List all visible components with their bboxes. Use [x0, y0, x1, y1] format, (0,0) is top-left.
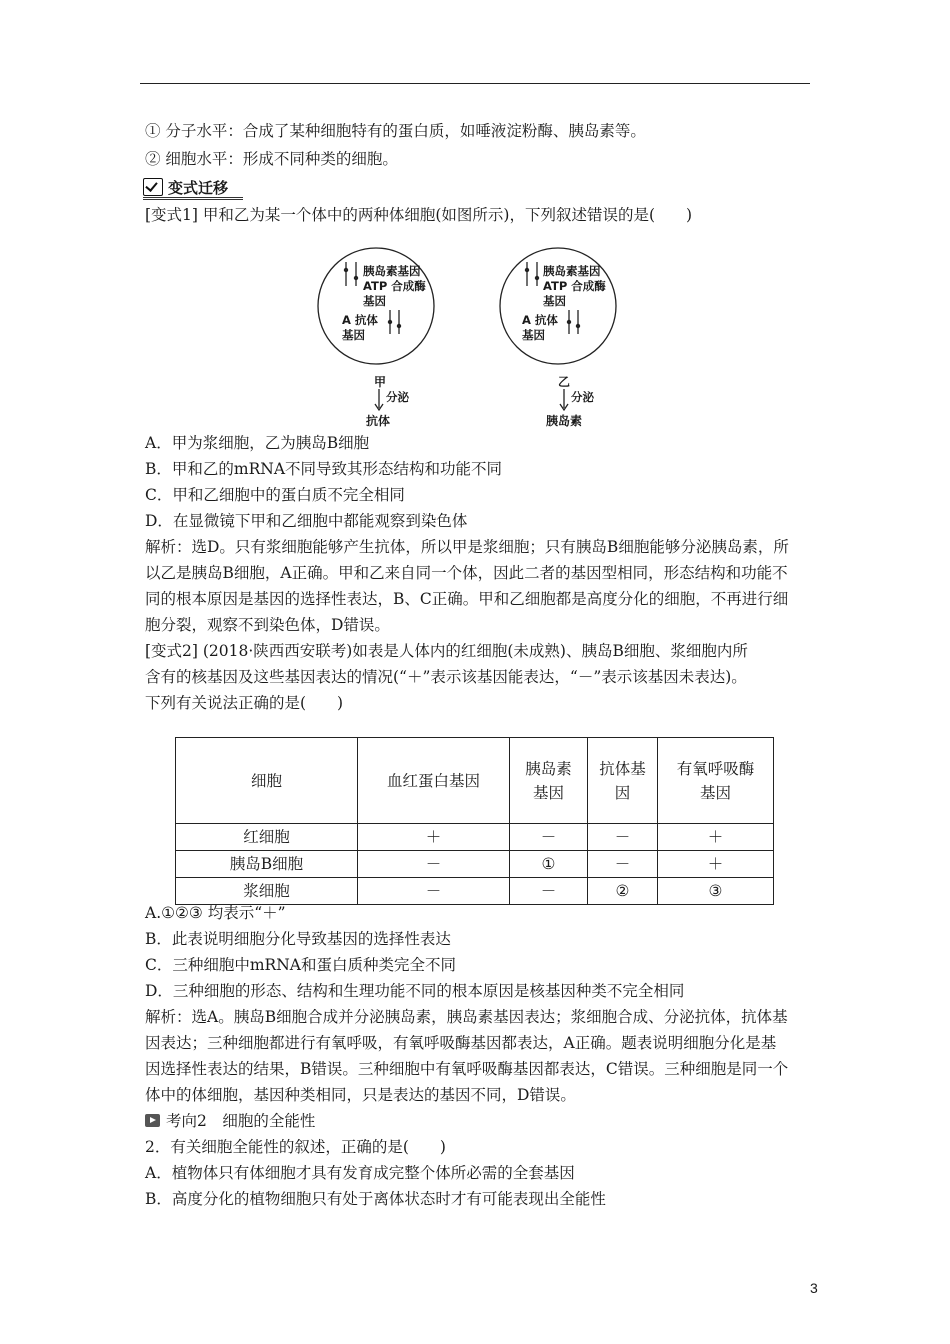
checkmark-icon	[143, 178, 163, 196]
header-rule	[140, 83, 810, 84]
jia-gene-insulin: 胰岛素基因	[363, 264, 421, 278]
table-cell: －	[510, 824, 588, 851]
header-cell: 细胞	[176, 738, 358, 824]
section-heading	[143, 176, 228, 198]
q3-option-a: A．植物体只有体细胞才具有发育成完整个体所必需的全套基因	[145, 1164, 575, 1182]
header-cell	[658, 738, 774, 824]
jia-secrete-label: 分泌	[386, 390, 409, 404]
table-cell: ③	[658, 878, 774, 905]
question-3-stem: 2．有关细胞全能性的叙述，正确的是( )	[145, 1138, 446, 1156]
section-heading-label: 变式迁移	[168, 178, 229, 197]
q3-option-b: B．高度分化的植物细胞只有处于离体状态时才有可能表现出全能性	[145, 1190, 606, 1208]
heading-underline	[143, 197, 243, 200]
point-molecular: ① 分子水平：合成了某种细胞特有的蛋白质，如唾液淀粉酶、胰岛素等。	[145, 122, 646, 140]
yi-product: 胰岛素	[546, 414, 583, 428]
q1-option-a: A．甲为浆细胞，乙为胰岛B细胞	[145, 434, 370, 452]
q2-option-b: B．此表说明细胞分化导致基因的选择性表达	[145, 930, 451, 948]
page-number: 3	[810, 1280, 818, 1296]
table-cell: 浆细胞	[176, 878, 358, 905]
q1-explanation-line: 以乙是胰岛B细胞，A正确。甲和乙来自同一个体，因此二者的基因型相同，形态结构和功能不	[145, 564, 788, 582]
q2-option-c: C．三种细胞中mRNA和蛋白质种类完全不同	[145, 956, 456, 974]
question-2-stem-cont: 含有的核基因及这些基因表达的情况(“＋”表示该基因能表达，“－”表示该基因未表达)。	[145, 668, 747, 686]
q1-explanation-line: 胞分裂，观察不到染色体，D错误。	[145, 616, 390, 634]
gene-expression-table	[175, 737, 774, 905]
table-cell: －	[510, 878, 588, 905]
q1-option-d: D．在显微镜下甲和乙细胞中都能观察到染色体	[145, 512, 468, 530]
cell-jia-label: 甲	[374, 375, 387, 389]
q1-explanation-line: 同的根本原因是基因的选择性表达，B、C正确。甲和乙细胞都是高度分化的细胞，不再进行细	[145, 590, 789, 608]
header-cell-line: 胰岛素	[525, 759, 572, 778]
cell-yi-label: 乙	[558, 375, 571, 389]
q2-explanation-line: 因表达；三种细胞都进行有氧呼吸，有氧呼吸酶基因都表达，A正确。题表说明细胞分化是基	[145, 1034, 777, 1052]
q2-option-a: A.①②③ 均表示“＋”	[145, 904, 286, 922]
cell-yi	[500, 248, 616, 428]
jia-gene-atp-b: 基因	[363, 294, 386, 308]
table-header-row	[176, 738, 774, 824]
table-cell: ②	[588, 878, 658, 905]
jia-product: 抗体	[366, 414, 391, 428]
point-cellular: ② 细胞水平：形成不同种类的细胞。	[145, 150, 398, 168]
question-2-stem: [变式2] (2018·陕西西安联考)如表是人体内的红细胞(未成熟)、胰岛B细胞、浆细胞内所	[145, 642, 748, 660]
topic-2-label: 考向2 细胞的全能性	[166, 1112, 316, 1130]
q2-explanation-line: 体中的体细胞，基因种类相同，只是表达的基因不同，D错误。	[145, 1086, 576, 1104]
header-cell	[510, 738, 588, 824]
table-cell: ＋	[358, 824, 510, 851]
table-cell: －	[358, 851, 510, 878]
table-cell: 红细胞	[176, 824, 358, 851]
question-1-stem: [变式1] 甲和乙为某一个体中的两种体细胞(如图所示)，下列叙述错误的是( )	[145, 206, 693, 224]
header-cell-line: 抗体基	[599, 759, 646, 778]
cells-figure	[310, 240, 650, 430]
table-cell: －	[588, 851, 658, 878]
header-cell: 血红蛋白基因	[358, 738, 510, 824]
cell-jia	[318, 248, 434, 428]
table-row	[176, 851, 774, 878]
jia-gene-antibody: A 抗体	[342, 313, 378, 327]
header-cell-line: 因	[614, 783, 631, 802]
header-cell-line: 基因	[699, 783, 731, 802]
q2-option-d: D．三种细胞的形态、结构和生理功能不同的根本原因是核基因种类不完全相同	[145, 982, 685, 1000]
q1-option-b: B．甲和乙的mRNA不同导致其形态结构和功能不同	[145, 460, 503, 478]
jia-gene-atp: ATP 合成酶	[363, 279, 426, 293]
yi-secrete-label: 分泌	[571, 390, 594, 404]
table-cell: －	[588, 824, 658, 851]
question-2-stem-cont: 下列有关说法正确的是( )	[145, 694, 344, 712]
table-cell: 胰岛B细胞	[176, 851, 358, 878]
table-cell: ＋	[658, 851, 774, 878]
topic-2-heading	[145, 1109, 315, 1133]
header-cell-line: 基因	[532, 783, 564, 802]
table-row	[176, 824, 774, 851]
yi-gene-atp: ATP 合成酶	[543, 279, 606, 293]
yi-gene-antibody-b: 基因	[522, 328, 545, 342]
yi-gene-insulin: 胰岛素基因	[543, 264, 601, 278]
header-cell-line: 有氧呼吸酶	[676, 759, 755, 778]
jia-gene-antibody-b: 基因	[342, 328, 365, 342]
q1-explanation-line: 解析：选D。只有浆细胞能够产生抗体，所以甲是浆细胞；只有胰岛B细胞能够分泌胰岛素，所	[145, 538, 789, 556]
yi-gene-antibody: A 抗体	[522, 313, 558, 327]
table-cell: －	[358, 878, 510, 905]
q2-explanation-line: 解析：选A。胰岛B细胞合成并分泌胰岛素，胰岛素基因表达；浆细胞合成、分泌抗体，抗体基	[145, 1008, 788, 1026]
q2-explanation-line: 因选择性表达的结果，B错误。三种细胞中有氧呼吸酶基因都表达，C错误。三种细胞是同一个	[145, 1060, 789, 1078]
header-cell	[588, 738, 658, 824]
table-cell: ＋	[658, 824, 774, 851]
table-cell: ①	[510, 851, 588, 878]
play-icon	[145, 1114, 160, 1127]
yi-gene-atp-b: 基因	[543, 294, 566, 308]
q1-option-c: C．甲和乙细胞中的蛋白质不完全相同	[145, 486, 405, 504]
